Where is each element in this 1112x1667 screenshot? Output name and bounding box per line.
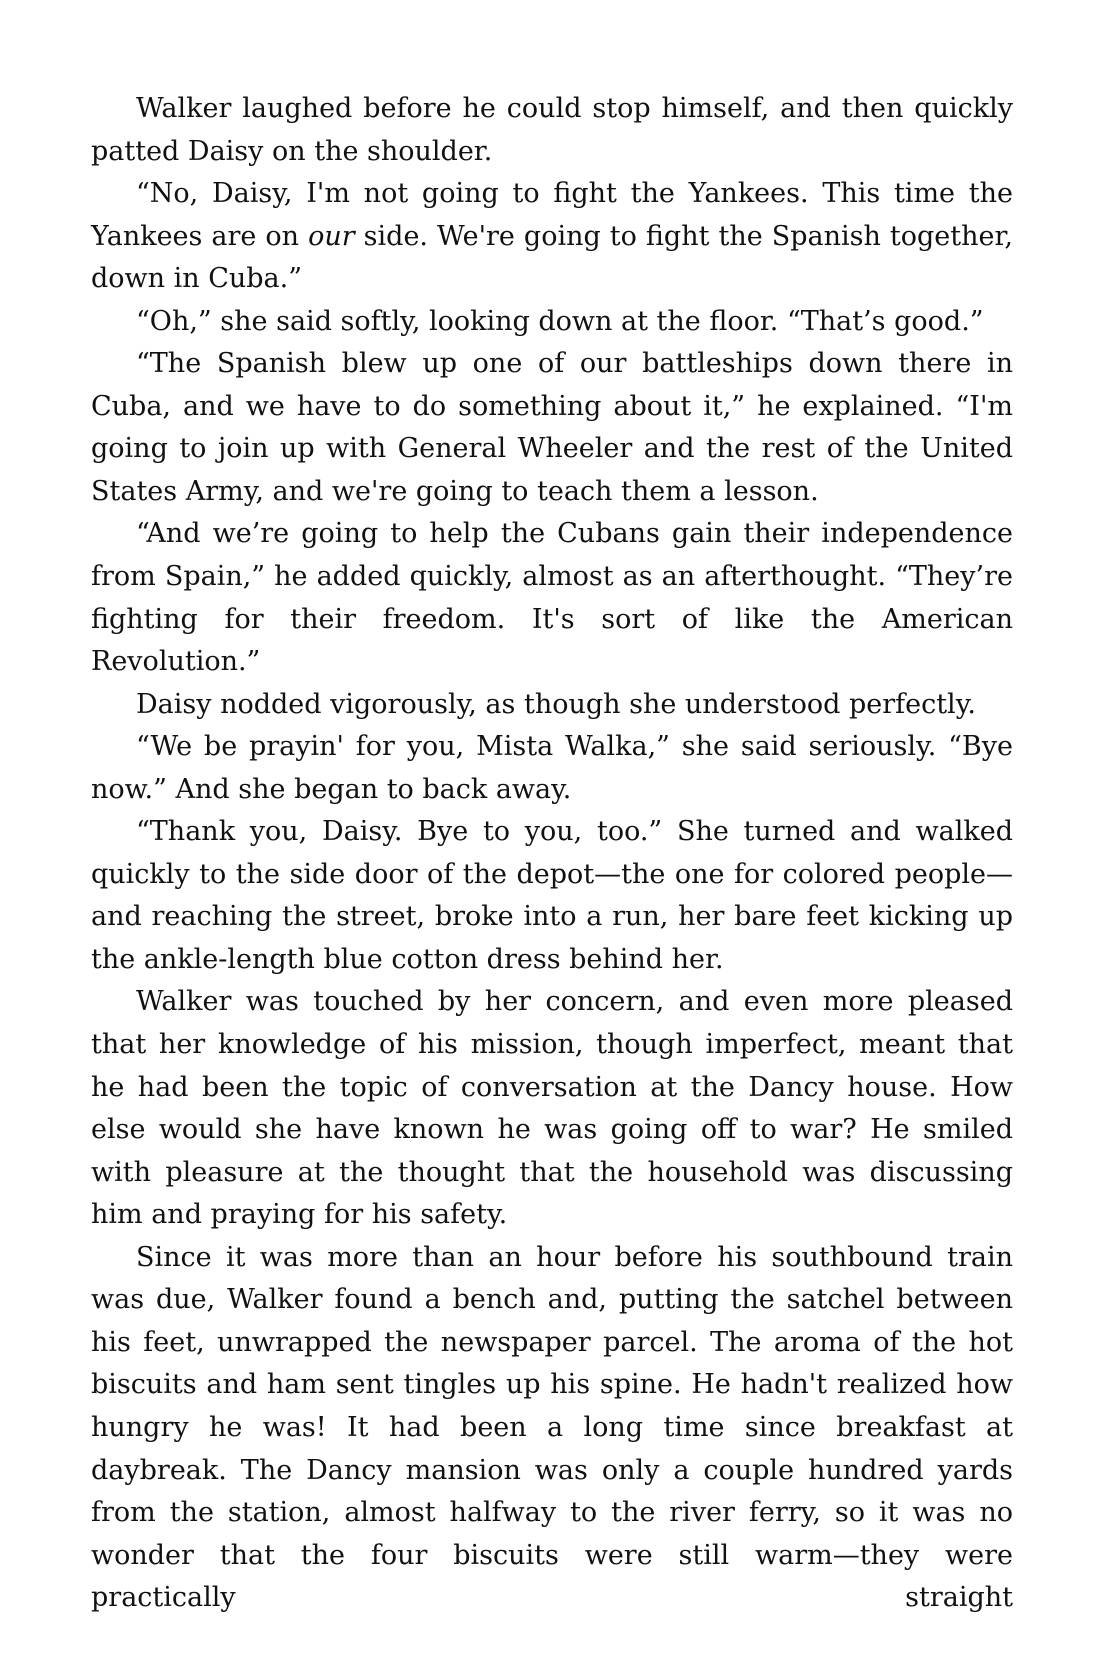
paragraph-9: Walker was touched by her concern, and even more pleased that her knowledge of his mission, though imperfect, meant that he had been the topic of conversation at the Dancy house. How else would she have known he was going off to war? He smiled with pleasure at the thought that the household was discussing him and praying for his safety. [91,986,1013,1231]
paragraph-7: “We be prayin' for you, Mista Walka,” she said seriously. “Bye now.” And she began to back away. [91,731,1013,805]
paragraph-3: “Oh,” she said softly, looking down at the floor. “That’s good.” [136,305,984,337]
paragraph-2-after-emphasis: side. We're going to fight the Spanish together, down in Cuba.” [91,220,1013,295]
paragraph-6: Daisy nodded vigorously, as though she understood perfectly. [136,688,976,720]
paragraph-2 [91,173,1013,301]
paragraph-10: Since it was more than an hour before his southbound train was due, Walker found a bench and, putting the satchel between his feet, unwrapped the newspaper parcel. The aroma of the hot biscuits and ham sent tingles up his spine. He hadn't realized how hungry he was! It had been a long time since breakfast at daybreak. The Dancy mansion was only a couple hundred yards from the station, almost halfway to the river ferry, so it was no wonder that the four biscuits were still warm—they were practically straight [91,1241,1013,1614]
emphasized-word: our [308,220,355,252]
paragraph-5: “And we’re going to help the Cubans gain their independence from Spain,” he added quickly, almost as an afterthought. “They’re fighting for their freedom. It's sort of like the American Revolution.” [91,518,1013,678]
paragraph-4: “The Spanish blew up one of our battleships down there in Cuba, and we have to do something about it,” he explained. “I'm going to join up with General Wheeler and the rest of the United States Army, and we're going to teach them a lesson. [91,348,1013,507]
paragraph-1: Walker laughed before he could stop himself, and then quickly patted Daisy on the shoulder. [91,93,1013,167]
paragraph-2-before-emphasis: “No, Daisy, I'm not going to fight the Yankees. This time the Yankees are on [91,178,1013,252]
paragraph-8: “Thank you, Daisy. Bye to you, too.” She turned and walked quickly to the side door of the depot—the one for colored people—and reaching the street, broke into a run, her bare feet kicking up the ankle-length blue cotton dress behind her. [91,816,1013,975]
page-text [91,88,1013,1620]
